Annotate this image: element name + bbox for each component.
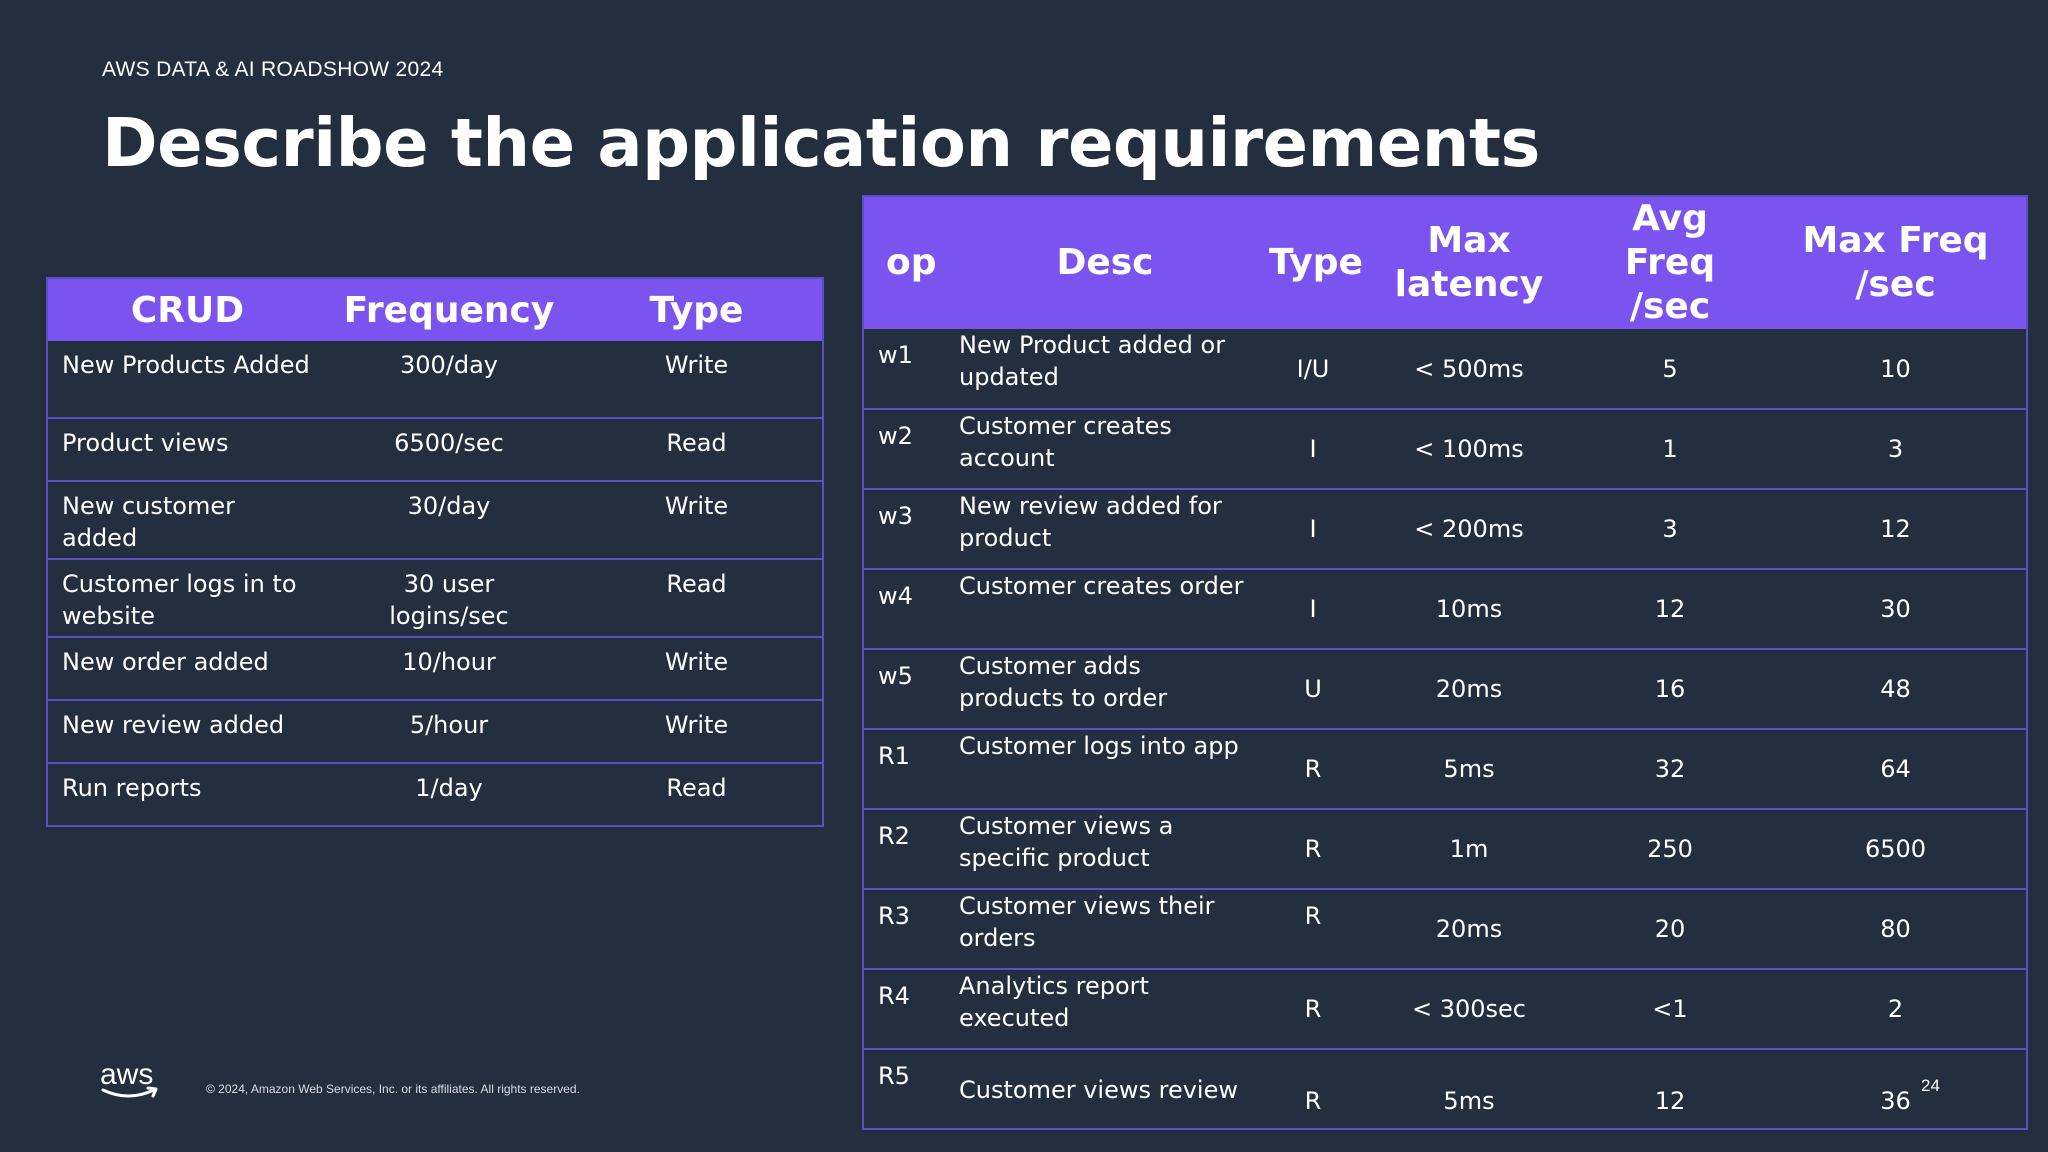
ops-cell-type: I/U [1263,329,1363,409]
crud-cell-frequency: 6500/sec [327,418,571,481]
crud-cell-name: New review added [47,700,327,763]
crud-cell-name: New Products Added [47,341,327,418]
ops-cell-op: R4 [863,969,947,1049]
ops-cell-op: w2 [863,409,947,489]
crud-cell-frequency: 10/hour [327,637,571,700]
page-number: 24 [1921,1076,1940,1095]
crud-cell-name: Customer logs in to website [47,559,327,637]
ops-cell-avg-freq: 20 [1575,889,1765,969]
ops-cell-max-freq: 12 [1765,489,2027,569]
ops-cell-type: I [1263,569,1363,649]
table-row [47,559,823,637]
ops-cell-desc: New Product added or updated [947,329,1263,409]
table-row [863,969,2027,1049]
table-row [863,329,2027,409]
eyebrow: AWS DATA & AI ROADSHOW 2024 [102,58,444,81]
table-row [47,341,823,418]
crud-cell-frequency: 300/day [327,341,571,418]
table-row [863,889,2027,969]
ops-cell-avg-freq: 250 [1575,809,1765,889]
ops-cell-max-freq: 64 [1765,729,2027,809]
crud-cell-frequency: 5/hour [327,700,571,763]
ops-cell-op: R5 [863,1049,947,1129]
ops-cell-max-latency: 20ms [1363,649,1575,729]
ops-cell-max-latency: 5ms [1363,1049,1575,1129]
ops-cell-desc: Analytics report executed [947,969,1263,1049]
crud-cell-frequency: 30 user logins/sec [327,559,571,637]
ops-cell-avg-freq: 16 [1575,649,1765,729]
ops-cell-max-latency: < 200ms [1363,489,1575,569]
ops-cell-max-latency: 20ms [1363,889,1575,969]
crud-cell-name: New customer added [47,481,327,559]
slide-title: Describe the application requirements [102,104,1540,182]
ops-cell-desc: Customer logs into app [947,729,1263,809]
ops-cell-type: I [1263,489,1363,569]
ops-cell-op: w5 [863,649,947,729]
ops-cell-avg-freq: 12 [1575,1049,1765,1129]
table-row [47,763,823,826]
ops-header-max-freq: Max Freq /sec [1765,196,2027,329]
ops-cell-avg-freq: 3 [1575,489,1765,569]
table-row [863,1049,2027,1129]
crud-cell-type: Write [571,341,823,418]
ops-cell-op: R3 [863,889,947,969]
table-row [863,409,2027,489]
ops-cell-max-freq: 30 [1765,569,2027,649]
ops-cell-type: R [1263,969,1363,1049]
table-row [863,649,2027,729]
ops-cell-desc: New review added for product [947,489,1263,569]
ops-cell-avg-freq: 1 [1575,409,1765,489]
ops-cell-max-latency: < 100ms [1363,409,1575,489]
ops-cell-type: I [1263,409,1363,489]
crud-cell-type: Write [571,700,823,763]
crud-cell-type: Read [571,559,823,637]
crud-cell-frequency: 30/day [327,481,571,559]
ops-cell-max-freq: 10 [1765,329,2027,409]
table-row [47,637,823,700]
ops-cell-max-freq: 48 [1765,649,2027,729]
copyright-notice: © 2024, Amazon Web Services, Inc. or its affiliates. All rights reserved. [206,1082,580,1096]
table-row [47,481,823,559]
crud-cell-name: New order added [47,637,327,700]
crud-header-row [47,278,823,341]
ops-cell-max-latency: 1m [1363,809,1575,889]
crud-cell-name: Run reports [47,763,327,826]
aws-logo-text: aws [100,1058,154,1091]
table-row [863,809,2027,889]
ops-cell-avg-freq: 12 [1575,569,1765,649]
ops-cell-type: R [1263,889,1363,969]
aws-logo [100,1058,162,1102]
crud-cell-type: Write [571,637,823,700]
ops-header-type: Type [1263,196,1363,329]
ops-cell-max-freq: 6500 [1765,809,2027,889]
ops-cell-avg-freq: 5 [1575,329,1765,409]
crud-header-crud: CRUD [47,278,327,341]
ops-cell-max-latency: 10ms [1363,569,1575,649]
table-row [47,700,823,763]
crud-cell-type: Write [571,481,823,559]
ops-cell-desc: Customer views their orders [947,889,1263,969]
ops-header-max-latency: Max latency [1363,196,1575,329]
ops-cell-type: U [1263,649,1363,729]
ops-header-op: op [863,196,947,329]
table-row [863,569,2027,649]
ops-header-desc: Desc [947,196,1263,329]
crud-table [46,277,824,827]
ops-cell-desc: Customer creates order [947,569,1263,649]
ops-header-row [863,196,2027,329]
ops-cell-avg-freq: 32 [1575,729,1765,809]
ops-cell-op: w4 [863,569,947,649]
crud-header-frequency: Frequency [327,278,571,341]
ops-header-avg-freq: Avg Freq /sec [1575,196,1765,329]
ops-cell-op: R2 [863,809,947,889]
ops-cell-max-freq: 36 [1765,1049,2027,1129]
table-row [863,489,2027,569]
ops-cell-max-freq: 3 [1765,409,2027,489]
ops-cell-type: R [1263,729,1363,809]
ops-cell-type: R [1263,809,1363,889]
crud-cell-type: Read [571,763,823,826]
crud-cell-type: Read [571,418,823,481]
ops-cell-avg-freq: <1 [1575,969,1765,1049]
table-row [863,729,2027,809]
ops-cell-op: R1 [863,729,947,809]
ops-cell-desc: Customer creates account [947,409,1263,489]
ops-cell-desc: Customer views a specific product [947,809,1263,889]
ops-cell-desc: Customer views review [947,1049,1263,1129]
ops-cell-op: w3 [863,489,947,569]
ops-cell-max-freq: 2 [1765,969,2027,1049]
ops-cell-type: R [1263,1049,1363,1129]
ops-cell-max-latency: < 500ms [1363,329,1575,409]
crud-cell-name: Product views [47,418,327,481]
ops-cell-op: w1 [863,329,947,409]
ops-cell-max-latency: 5ms [1363,729,1575,809]
crud-cell-frequency: 1/day [327,763,571,826]
ops-cell-max-latency: < 300sec [1363,969,1575,1049]
ops-cell-desc: Customer adds products to order [947,649,1263,729]
operations-table [862,195,2028,1130]
crud-header-type: Type [571,278,823,341]
ops-cell-max-freq: 80 [1765,889,2027,969]
table-row [47,418,823,481]
